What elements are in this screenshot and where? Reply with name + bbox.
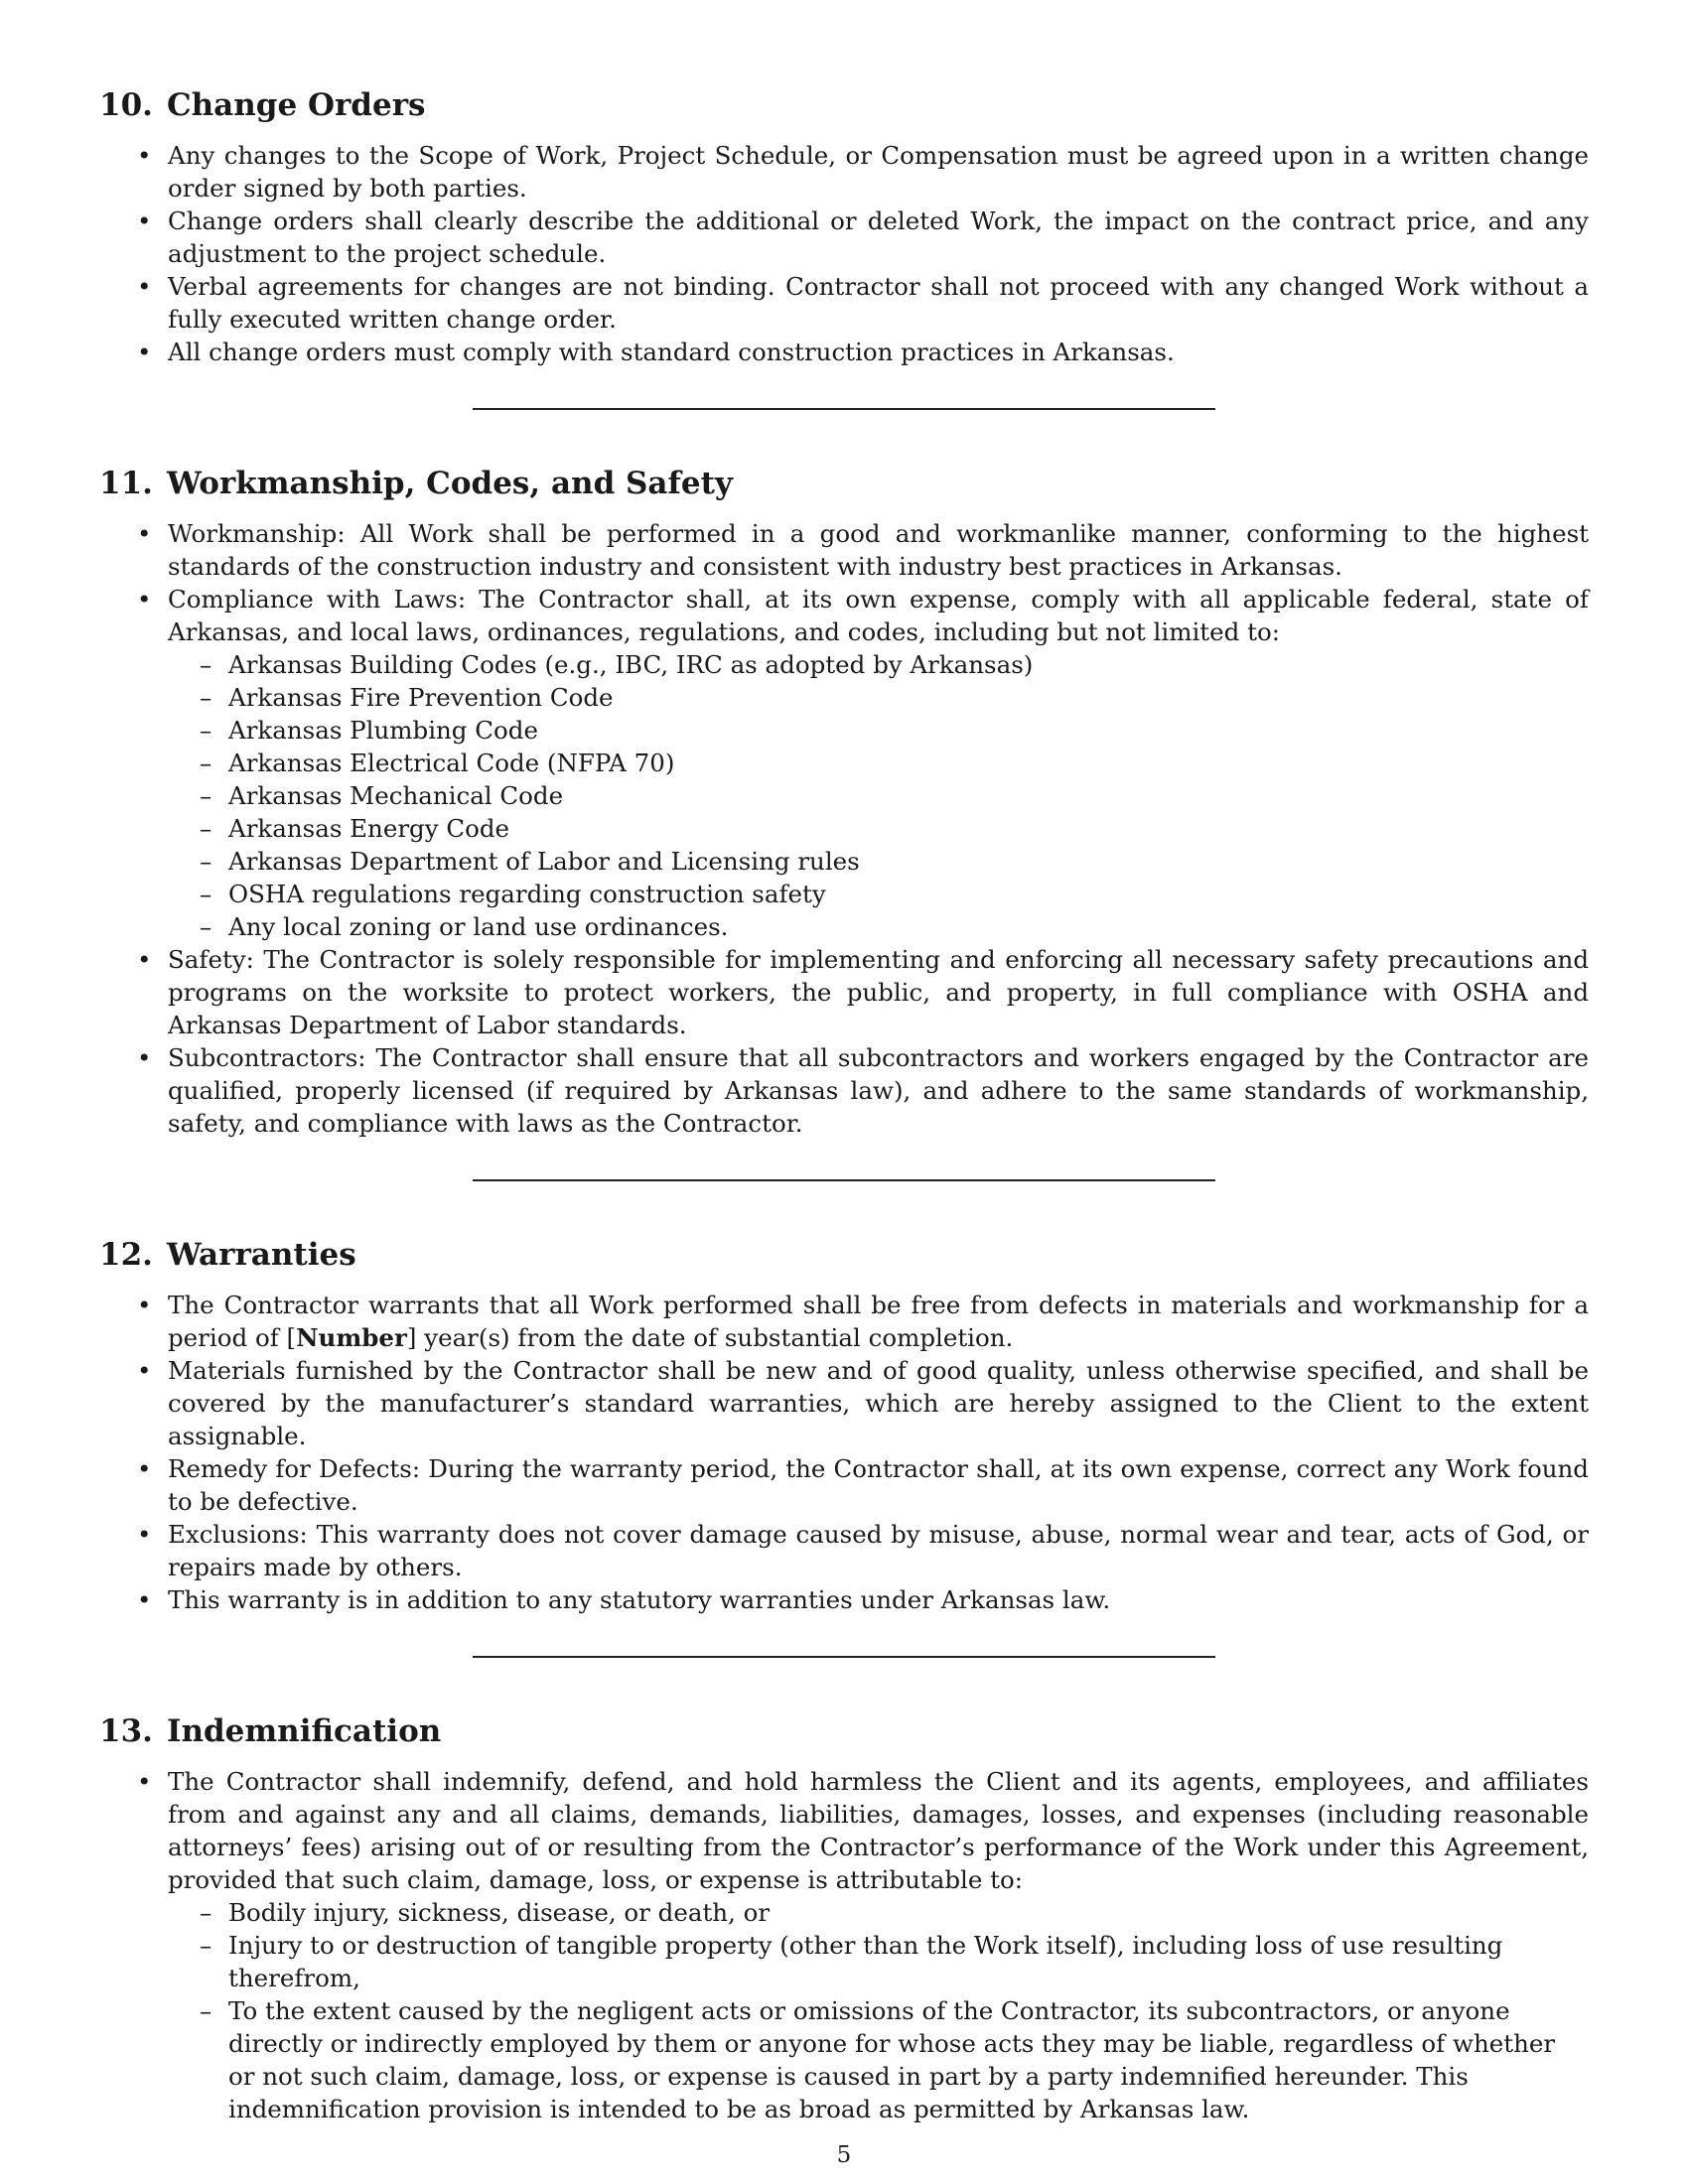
section-workmanship xyxy=(99,464,1589,1140)
list-item: • Change orders shall clearly describe the additional or deleted Work, the impact on the contract price, and any adjustment to the project schedule. xyxy=(99,205,1589,270)
list-item xyxy=(99,1289,1589,1354)
list-item: • Any changes to the Scope of Work, Project Schedule, or Compensation must be agreed upon in a written change order signed by both parties. xyxy=(99,139,1589,205)
list-item: • Remedy for Defects: During the warranty period, the Contractor shall, at its own expense, correct any Work found to be defective. xyxy=(99,1452,1589,1518)
section-heading xyxy=(99,1711,1589,1751)
number-placeholder: Number xyxy=(296,1323,407,1352)
list-item-text: Compliance with Laws: The Contractor shall, at its own expense, comply with all applicable federal, state of Arkansas, and local laws, ordinances, regulations, and codes, including but not limited to: xyxy=(168,585,1589,646)
section-heading xyxy=(99,1235,1589,1275)
section-divider xyxy=(473,1179,1215,1181)
code-item: – Arkansas Building Codes (e.g., IBC, IRC as adopted by Arkansas) xyxy=(168,648,1589,681)
code-item: – OSHA regulations regarding construction safety xyxy=(168,878,1589,910)
page-number: 5 xyxy=(836,2142,852,2168)
section-warranties xyxy=(99,1235,1589,1616)
list-item: • Safety: The Contractor is solely responsible for implementing and enforcing all necessary safety precautions and programs on the worksite to protect workers, the public, and property, in full compliance with OSHA and Arkansas Department of Labor standards. xyxy=(99,943,1589,1041)
sub-item: – Bodily injury, sickness, disease, or death, or xyxy=(168,1896,1589,1929)
list-item-text: The Contractor shall indemnify, defend, and hold harmless the Client and its agents, employees, and affiliates from and against any and all claims, demands, liabilities, damages, losses, and expenses (including reasonable attorneys’ fees) arising out of or resulting from the Contractor’s performance of the Work under this Agreement, provided that such claim, damage, loss, or expense is attributable to: xyxy=(168,1767,1589,1894)
warranty-text-pre: The Contractor warrants that all Work performed shall be free from defects in materials and workmanship for a period of [ xyxy=(168,1291,1589,1352)
code-item: – Arkansas Electrical Code (NFPA 70) xyxy=(168,747,1589,779)
code-item: – Arkansas Department of Labor and Licensing rules xyxy=(168,845,1589,878)
bullet-list xyxy=(99,1765,1589,2125)
code-item: – Arkansas Plumbing Code xyxy=(168,714,1589,747)
list-item xyxy=(99,1765,1589,2125)
bullet-list xyxy=(99,517,1589,1140)
list-item: • Verbal agreements for changes are not binding. Contractor shall not proceed with any changed Work without a fully executed written change order. xyxy=(99,270,1589,336)
section-number: 10. xyxy=(99,87,153,123)
section-title: Change Orders xyxy=(166,87,426,123)
section-divider xyxy=(473,408,1215,410)
code-item: – Arkansas Fire Prevention Code xyxy=(168,681,1589,714)
section-indemnification xyxy=(99,1711,1589,2125)
list-item: • Exclusions: This warranty does not cover damage caused by misuse, abuse, normal wear and tear, acts of God, or repairs made by others. xyxy=(99,1518,1589,1583)
sub-item: – To the extent caused by the negligent acts or omissions of the Contractor, its subcontractors, or anyone directly or indirectly employed by them or anyone for whose acts they may be liable, regardless of whether or not such claim, damage, loss, or expense is caused in part by a party indemnified hereunder. This indemnification provision is intended to be as broad as permitted by Arkansas law. xyxy=(168,1994,1589,2125)
list-item: • This warranty is in addition to any statutory warranties under Arkansas law. xyxy=(99,1583,1589,1616)
document-page xyxy=(99,85,1589,2125)
section-divider xyxy=(473,1656,1215,1658)
code-item: – Any local zoning or land use ordinances. xyxy=(168,910,1589,943)
sub-item: – Injury to or destruction of tangible property (other than the Work itself), including loss of use resulting therefrom, xyxy=(168,1929,1589,1994)
bullet-list xyxy=(99,139,1589,368)
list-item: • All change orders must comply with standard construction practices in Arkansas. xyxy=(99,336,1589,368)
section-number: 12. xyxy=(99,1237,153,1273)
section-change-orders xyxy=(99,85,1589,368)
sub-list xyxy=(168,1896,1589,2125)
code-list xyxy=(168,648,1589,943)
list-item xyxy=(99,583,1589,943)
section-title: Warranties xyxy=(166,1237,356,1273)
list-item: • Workmanship: All Work shall be performed in a good and workmanlike manner, conforming to the highest standards of the construction industry and consistent with industry best practices in Arkansas. xyxy=(99,517,1589,583)
list-item: • Subcontractors: The Contractor shall ensure that all subcontractors and workers engaged by the Contractor are qualified, properly licensed (if required by Arkansas law), and adhere to the same standards of workmanship, safety, and compliance with laws as the Contractor. xyxy=(99,1041,1589,1140)
section-title: Indemnification xyxy=(166,1713,442,1749)
section-number: 13. xyxy=(99,1713,153,1749)
section-heading xyxy=(99,464,1589,503)
warranty-text-post: ] year(s) from the date of substantial completion. xyxy=(406,1323,1014,1352)
code-item: – Arkansas Energy Code xyxy=(168,812,1589,845)
list-item: • Materials furnished by the Contractor shall be new and of good quality, unless otherwise specified, and shall be covered by the manufacturer’s standard warranties, which are hereby assigned to the Client to the extent assignable. xyxy=(99,1354,1589,1452)
section-heading xyxy=(99,85,1589,125)
section-number: 11. xyxy=(99,466,153,501)
code-item: – Arkansas Mechanical Code xyxy=(168,779,1589,812)
bullet-list xyxy=(99,1289,1589,1616)
section-title: Workmanship, Codes, and Safety xyxy=(166,466,733,501)
